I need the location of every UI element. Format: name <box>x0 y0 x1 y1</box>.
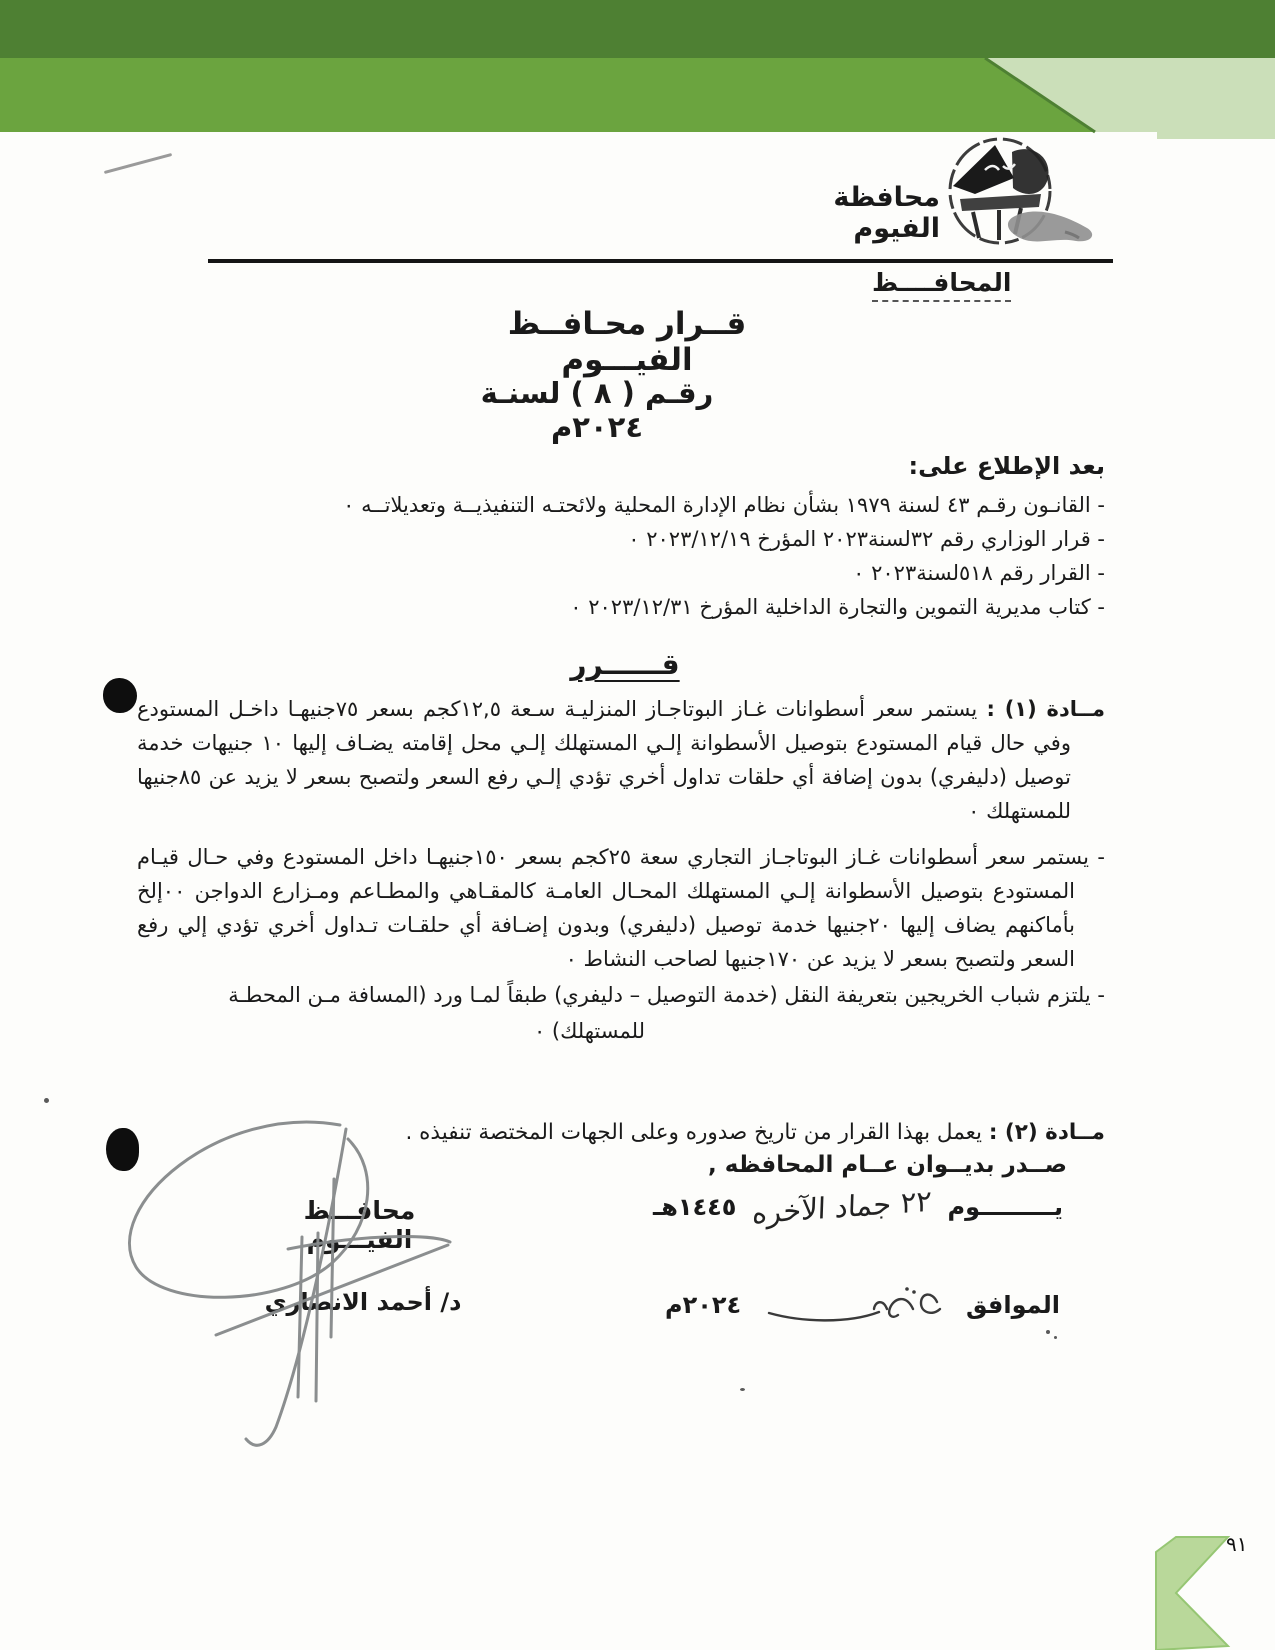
gregorian-label: الموافق <box>966 1291 1060 1319</box>
org-name: محافظة الفيوم <box>833 182 940 244</box>
footer-chevron-icon <box>1140 1528 1275 1650</box>
signatory-title: محافـــظ الفيـــوم <box>303 1196 416 1254</box>
green-banner-graphic <box>0 0 1275 142</box>
office-title: المحافــــظ <box>872 268 1011 302</box>
bullet-transport-tariff-cont: للمستهلك) ٠ <box>533 1019 645 1043</box>
preamble-section <box>137 452 1105 624</box>
scan-speck <box>1054 1336 1057 1339</box>
pencil-scratch-mark <box>104 153 172 174</box>
ink-blot-dot <box>103 678 137 713</box>
article-2 <box>120 1116 1105 1149</box>
preamble-heading: بعد الإطلاع على: <box>908 452 1105 480</box>
day-label: يـــــــــوم <box>947 1193 1063 1221</box>
issued-line: صــدر بديــوان عــام المحافظه , <box>708 1152 1067 1178</box>
bullet-commercial-cylinders: - يستمر سعر أسطوانات غـاز البوتاجـاز التجاري سعة ٢٥كجم بسعر ١٥٠جنيهـا داخل المستودع وفي حـال قيـام المستودع بتوصيل الأسطوانة إلـي المستهلك المحـال العامـة كالمقـاهي والمطـاعم ومـزارع الدواجن ٠٠إلخ بأماكنهم يضاف إليها ٢٠جنيها خدمة توصيل (دليفري) وبدون إضـافة أي حلقـات تـداول أخري تؤدي إلي رفع السعر ولتصبح بسعر لا يزيد عن ١٧٠جنيها لصاحب النشاط ٠ <box>137 845 1105 971</box>
page-number: ٩١ <box>1226 1532 1248 1556</box>
article-1 <box>137 692 1105 828</box>
hijri-year: ١٤٤٥هـ <box>653 1193 737 1221</box>
hijri-handwritten-date: ٢٢ جماد الآخره <box>751 1183 933 1231</box>
decree-heading: قــــــرر <box>570 648 680 681</box>
signatory-name: د/ أحمد الانصاري <box>264 1288 462 1316</box>
preamble-item: - قرار الوزاري رقم ٣٢لسنة٢٠٢٣ المؤرخ ٢٠٢٣/١٢/١٩ ٠ <box>628 527 1105 551</box>
hijri-date-row <box>653 1183 1063 1231</box>
scan-speck <box>1046 1330 1050 1334</box>
scan-speck <box>44 1098 49 1103</box>
preamble-item: - كتاب مديرية التموين والتجارة الداخلية المؤرخ ٢٠٢٣/١٢/٣١ ٠ <box>570 595 1105 619</box>
bullet-transport-tariff: - يلتزم شباب الخريجين بتعريفة النقل (خدمة التوصيل – دليفري) طبقاً لمـا ورد (المسافة مـن المحطـة <box>228 983 1105 1007</box>
scan-speck <box>740 1388 745 1391</box>
decree-title: قــرار محـافــظ الفيـــوم <box>507 306 747 378</box>
preamble-item: - القانـون رقـم ٤٣ لسنة ١٩٧٩ بشأن نظام الإدارة المحلية ولائحتـه التنفيذيــة وتعديلاتــه ٠ <box>343 493 1105 517</box>
governorate-seal-icon <box>915 136 1110 264</box>
article-2-label: مــادة (٢) : <box>988 1120 1105 1145</box>
gregorian-year: ٢٠٢٤م <box>665 1291 742 1319</box>
preamble-item: - القرار رقم ٥١٨لسنة٢٠٢٣ ٠ <box>853 561 1105 585</box>
article-2-text: يعمل بهذا القرار من تاريخ صدوره وعلى الجهات المختصة تنفيذه . <box>405 1120 982 1145</box>
gregorian-date-row <box>665 1282 1060 1328</box>
decree-bullets <box>137 840 1105 1050</box>
letterhead-rule <box>208 259 1113 263</box>
article-1-label: مــادة (١) : <box>986 697 1105 721</box>
handwritten-date-scribble-icon <box>761 1282 946 1328</box>
article-1-text: يستمر سعر أسطوانات غـاز البوتاجـاز المنزليـة سـعة ١٢,٥كجم بسعر ٧٥جنيهـا داخـل المستودع وفي حال قيام المستودع بتوصيل الأسطوانة إلـي المستهلك إلـي محل إقامته يضـاف إليها ١٠ جنيهات خدمة توصيل (دليفري) بدون إضافة أي حلقات تداول أخري تؤدي إلـي رفع السعر ولتصبح بسعر لا يزيد عن ٨٥جنيها للمستهلك ٠ <box>137 697 1071 823</box>
decree-number: رقـم ( ٨ ) لسنـة ٢٠٢٤م <box>480 376 714 444</box>
